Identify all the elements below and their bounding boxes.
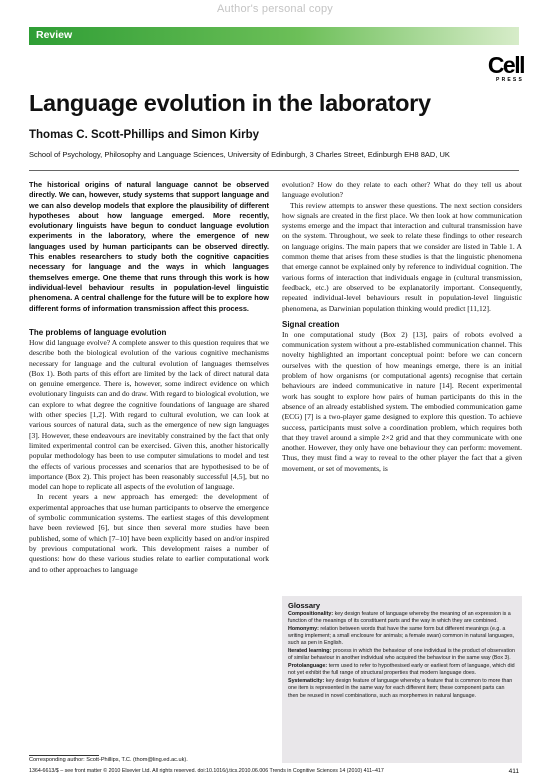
glossary-definition: key design feature of language whereby a feature that is common to more than one item is represented in the same way for each different item; these component parts can then be reused in novel combinations, such as morphemes in natural language.	[288, 678, 513, 699]
section-banner	[29, 27, 519, 45]
abstract: The historical origins of natural language cannot be observed directly. We can, however, study systems that support language and we can also develop models that explore the plausibility of different hypotheses about how language emerged. More recently, evolutionary linguists have begun to conduct language evolution experiments in the laboratory, where the emergence of new languages used by human participants can be observed directly. This enables researchers to study both the cognitive capacities necessary for language and the ways in which languages themselves emerge. One theme that runs through this work is how individual-level behaviour results in population-level linguistic phenomena. A central challenge for the future will be to explore how different forms of information transmission affect this process.	[29, 180, 269, 313]
cell-press-logo[interactable]	[474, 54, 524, 88]
section-heading-signal-creation: Signal creation	[282, 319, 340, 329]
corresponding-author-footnote: Corresponding author: Scott-Phillips, T.C. (thom@ling.ed.ac.uk).	[29, 757, 188, 763]
right-column	[282, 180, 522, 474]
glossary-entry	[288, 678, 516, 700]
glossary-entry	[288, 663, 516, 678]
glossary-entry	[288, 648, 516, 663]
page-footer	[29, 768, 519, 774]
left-paragraph-1: How did language evolve? A complete answer to this question requires that we describe both the biological evolution of the various cognitive mechanisms necessary for language and the cultural evolution of languages themselves (Box 1). Both parts of this effort are limited by the lack of direct natural data on genuine emergence. There is, however, some indirect evidence on which evolutionary linguists can and do draw. With regard to biological evolution, we can explore to what degree the cognitive foundations of language are shared with other species [1,2]. With regard to cultural evolution, we can look at various sources of natural data, such as the emergence of new sign languages [3]. However, these endeavours are inevitably constrained by the fact that only limited experimental control can be exercised. Given this, another historically popular methodology has been to use computer simulations to model and test the effects of various processes and scenarios that are hypothesised to be of importance (Box 2). This project has been reasonably successful [4,5], but no model can hope to replicate all aspects of the evolution of language.	[29, 338, 269, 492]
right-paragraph-3: In one computational study (Box 2) [13], pairs of robots evolved a communication system without a pre-established communication channel. This novelty highlighted an important conceptual point: before we can concern ourselves with the question of how meanings emerge, there is an initial problem of how organisms (or computational agents) recognise that certain behaviours are indeed communicative in nature [14]. Recent experimental work has sought to explore how pairs of human participants do this in the absence of an already established system. The embodied communication game (ECG) [7] is a two-player game designed to explore this question. To achieve success, participants must solve a coordination problem, which requires both that they travel around a simple 2×2 grid and that they communicate with one another. However, they only have one behaviour they can perform: movement. Thus, they must find a way to reveal to the other player the fact that a given movement, or set of movements, is	[282, 329, 522, 473]
right-paragraph-2: This review attempts to answer these questions. The next section considers how signals are created in the first place. We then look at how communication systems emerge and the impact that interaction and cultural transmission have on the system. Throughout, we seek to relate these findings to other research on language origins. The main papers that we consider are listed in Table 1. A common theme that arises from these studies is that the linguistic phenomena that emerge cannot be explained only by reference to individual cognition. The various forms of interaction that individuals engage in (cultural transmission, feedback, etc.) are observed to be explanatorily important. Consequently, repeated individual-level behaviours result in population-level linguistic phenomena, as Darwinian population thinking would predict [11,12].	[282, 200, 522, 313]
glossary-term: Systematicity:	[288, 678, 325, 685]
author-affiliation: School of Psychology, Philosophy and Language Sciences, University of Edinburgh, 3 Charles Street, Edinburgh EH8 8AD, UK	[29, 150, 450, 159]
left-paragraph-2: In recent years a new approach has emerged: the development of experimental approaches that use human participants to observe the emergence of symbolic communication systems. The earliest stages of this development have been reviewed [6], but since then several more studies have been published, some of which [7–10] have been explicitly based on and/or inspired by previous computational work. This development raises a number of questions: how do these various studies relate to earlier computational work and to other approaches to language	[29, 492, 269, 574]
logo-text: Cell	[487, 52, 524, 78]
glossary-definition: relation between words that have the same form but different meanings (e.g. a writing implement; a small enclosure for animals; a female swan) common in natural languages, such as pen in English.	[288, 625, 515, 647]
section-heading-problems: The problems of language evolution	[29, 328, 167, 337]
right-paragraph-1: evolution? How do they relate to each other? What do they tell us about language evolution?	[282, 180, 522, 200]
watermark: Author's personal copy	[217, 3, 333, 15]
glossary-definition: term used to refer to hypothesised early or earliest form of language, which did not yet exhibit the full range of structural properties that modern language does.	[288, 663, 515, 677]
left-column	[29, 327, 269, 575]
page-number: 411	[508, 768, 519, 775]
header-divider	[29, 170, 519, 171]
glossary-term: Iterated learning:	[288, 647, 332, 654]
glossary-term: Compositionality:	[288, 610, 334, 617]
article-title: Language evolution in the laboratory	[29, 90, 431, 116]
glossary-term: Homonymy:	[288, 625, 319, 632]
article-authors: Thomas C. Scott-Phillips and Simon Kirby	[29, 129, 260, 141]
logo-subtext: PRESS	[496, 77, 524, 83]
footer-citation: 1364-6613/$ – see front matter © 2010 Elsevier Ltd. All rights reserved. doi:10.1016/j.tics.2010.06.006 Trends in Cognitive Sciences 14 (2010) 411–417	[29, 768, 384, 774]
footnote-divider	[29, 755, 99, 756]
glossary-entry	[288, 611, 516, 626]
glossary-title: Glossary	[288, 601, 321, 610]
glossary-definition: process in which the behaviour of one individual is the product of observation of similar behaviour in another individual who acquired the behaviour in the same way (Box 3).	[288, 647, 515, 662]
glossary-term: Protolanguage:	[288, 663, 328, 670]
glossary-box	[282, 596, 522, 763]
glossary-entry	[288, 626, 516, 648]
glossary-definition: key design feature of language whereby the meaning of an expression is a function of the meanings of its constituent parts and the way in which they are combined.	[288, 610, 511, 624]
section-label: Review	[36, 29, 73, 41]
